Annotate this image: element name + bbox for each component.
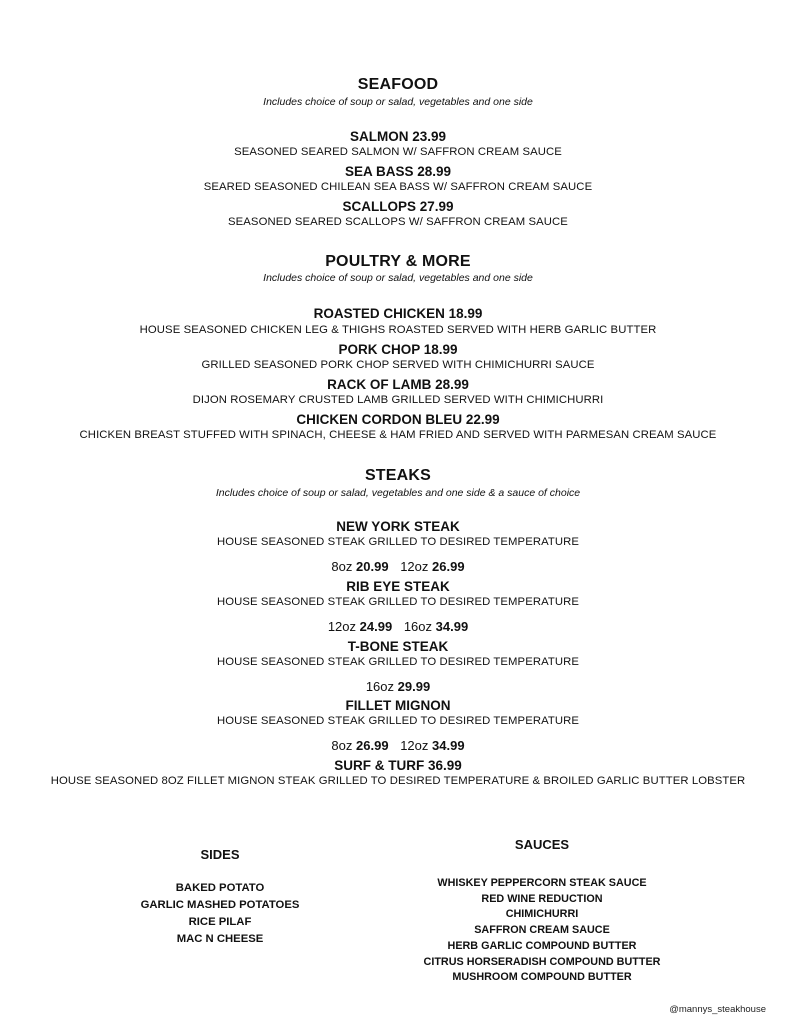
menu-item-desc: CHICKEN BREAST STUFFED WITH SPINACH, CHEESE & HAM FRIED AND SERVED WITH PARMESAN CREAM SAUCE — [79, 429, 717, 441]
sauce-item: HERB GARLIC COMPOUND BUTTER — [447, 939, 637, 952]
menu-item-desc: HOUSE SEASONED STEAK GRILLED TO DESIRED TEMPERATURE — [216, 596, 580, 608]
menu-item-name: ROASTED CHICKEN 18.99 — [313, 306, 483, 321]
steaks-title: STEAKS — [364, 467, 432, 484]
side-item: GARLIC MASHED POTATOES — [140, 899, 300, 911]
size-label: 8oz — [331, 738, 353, 753]
sauce-item: RED WINE REDUCTION — [481, 892, 603, 905]
menu-item-name: SCALLOPS 27.99 — [342, 199, 454, 214]
price-value: 29.99 — [397, 679, 431, 694]
sauce-item: WHISKEY PEPPERCORN STEAK SAUCE — [437, 877, 647, 889]
menu-item-desc: HOUSE SEASONED 8OZ FILLET MIGNON STEAK GRILLED TO DESIRED TEMPERATURE & BROILED GARLIC BUTTER LOBSTER — [50, 775, 746, 787]
price-value: 24.99 — [359, 619, 393, 634]
sides-list — [110, 880, 330, 948]
price-value: 34.99 — [432, 738, 465, 753]
menu-item-name: RACK OF LAMB 28.99 — [327, 377, 469, 392]
side-item: MAC N CHEESE — [176, 933, 264, 945]
menu-item-desc: HOUSE SEASONED STEAK GRILLED TO DESIRED TEMPERATURE — [216, 536, 580, 548]
menu-item-desc: HOUSE SEASONED STEAK GRILLED TO DESIRED TEMPERATURE — [216, 656, 580, 668]
sauce-item: CITRUS HORSERADISH COMPOUND BUTTER — [423, 955, 661, 968]
price-value: 26.99 — [356, 738, 389, 753]
poultry-title: POULTRY & MORE — [325, 253, 471, 270]
steaks-note: Includes choice of soup or salad, vegetables and one side & a sauce of choice — [215, 487, 581, 499]
seafood-title: SEAFOOD — [357, 76, 439, 93]
size-label: 12oz — [400, 738, 429, 753]
price-line — [0, 619, 796, 634]
sauces-list — [402, 876, 682, 986]
poultry-note: Includes choice of soup or salad, vegetables and one side — [263, 272, 533, 284]
menu-item-desc: HOUSE SEASONED STEAK GRILLED TO DESIRED TEMPERATURE — [216, 715, 580, 727]
side-item: BAKED POTATO — [175, 882, 265, 894]
size-label: 16oz — [403, 619, 433, 634]
menu-item-name: SEA BASS 28.99 — [344, 164, 452, 179]
menu-item-name: SALMON 23.99 — [349, 129, 447, 144]
social-handle: @mannys_steakhouse — [669, 1004, 766, 1015]
menu-item-desc: HOUSE SEASONED CHICKEN LEG & THIGHS ROASTED SERVED WITH HERB GARLIC BUTTER — [139, 324, 657, 336]
menu-item-name: T-BONE STEAK — [347, 639, 449, 654]
price-line — [0, 738, 796, 753]
side-item: RICE PILAF — [188, 916, 252, 928]
menu-item-name: FILLET MIGNON — [345, 698, 451, 713]
price-line — [0, 559, 796, 574]
menu-item-name: PORK CHOP 18.99 — [338, 342, 458, 357]
size-label: 12oz — [400, 559, 429, 574]
seafood-note: Includes choice of soup or salad, vegetables and one side — [263, 96, 533, 108]
price-value: 26.99 — [432, 559, 465, 574]
sauce-item: CHIMICHURRI — [505, 908, 579, 921]
price-value: 34.99 — [435, 619, 469, 634]
menu-item-desc: GRILLED SEASONED PORK CHOP SERVED WITH CHIMICHURRI SAUCE — [201, 359, 595, 371]
sauce-item: MUSHROOM COMPOUND BUTTER — [452, 971, 632, 984]
size-label: 12oz — [327, 619, 357, 634]
sauces-title: SAUCES — [514, 837, 570, 852]
menu-item-name: NEW YORK STEAK — [336, 519, 460, 534]
price-value: 20.99 — [356, 559, 389, 574]
sides-title: SIDES — [200, 847, 240, 862]
menu-item-name: SURF & TURF 36.99 — [334, 758, 462, 773]
menu-item-desc: DIJON ROSEMARY CRUSTED LAMB GRILLED SERVED WITH CHIMICHURRI — [192, 394, 604, 406]
price-line — [0, 679, 796, 694]
size-label: 16oz — [365, 679, 395, 694]
size-label: 8oz — [331, 559, 353, 574]
menu-item-desc: SEASONED SEARED SCALLOPS W/ SAFFRON CREAM SAUCE — [228, 216, 568, 228]
sauce-item: SAFFRON CREAM SAUCE — [474, 924, 610, 937]
menu-item-desc: SEARED SEASONED CHILEAN SEA BASS W/ SAFFRON CREAM SAUCE — [203, 181, 593, 193]
menu-item-name: CHICKEN CORDON BLEU 22.99 — [296, 412, 500, 427]
menu-item-desc: SEASONED SEARED SALMON W/ SAFFRON CREAM SAUCE — [234, 146, 562, 158]
menu-item-name: RIB EYE STEAK — [346, 579, 450, 594]
